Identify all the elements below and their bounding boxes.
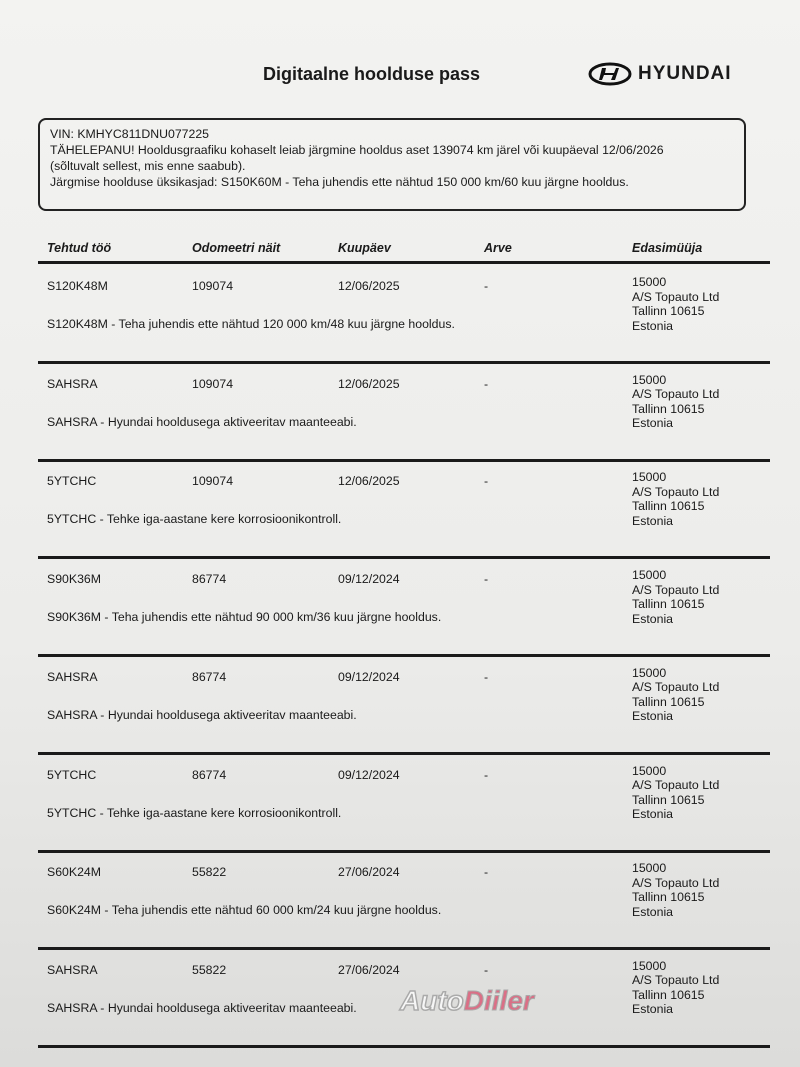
invoice: - — [484, 767, 489, 782]
odometer: 109074 — [192, 474, 234, 489]
dealer-name: A/S Topauto Ltd — [632, 387, 720, 402]
dealer-country: Estonia — [632, 513, 674, 528]
dealer-code: 15000 — [632, 763, 667, 778]
dealer — [632, 959, 719, 1017]
row-divider — [38, 654, 770, 657]
dealer — [632, 764, 719, 822]
dealer-code: 15000 — [632, 861, 667, 876]
brand-name: HYUNDAI — [638, 63, 732, 84]
dealer-city: Tallinn 10615 — [632, 987, 705, 1002]
col-header-work: Tehtud töö — [47, 241, 112, 255]
odometer: 109074 — [192, 279, 234, 293]
odometer: 55822 — [192, 865, 227, 880]
odometer: 86774 — [192, 767, 227, 782]
date: 09/12/2024 — [338, 669, 400, 684]
dealer-name: A/S Topauto Ltd — [632, 289, 720, 304]
invoice: - — [484, 572, 489, 587]
invoice: - — [484, 279, 489, 293]
hyundai-emblem-icon — [588, 62, 632, 86]
dealer-city: Tallinn 10615 — [632, 890, 705, 905]
autodiiler-watermark — [400, 986, 534, 1016]
dealer-city: Tallinn 10615 — [632, 694, 705, 709]
dealer-country: Estonia — [632, 904, 674, 919]
col-header-invoice: Arve — [484, 241, 512, 255]
work-code: 5YTCHC — [47, 474, 97, 489]
date: 12/06/2025 — [338, 474, 400, 489]
invoice: - — [484, 865, 489, 880]
date: 12/06/2025 — [338, 376, 400, 391]
dealer-country: Estonia — [632, 318, 674, 333]
work-code: S60K24M — [47, 865, 102, 880]
watermark-part-1: Auto — [400, 985, 464, 1016]
odometer: 86774 — [192, 572, 227, 587]
row-divider — [38, 1045, 770, 1048]
work-description: 5YTCHC - Tehke iga-aastane kere korrosioonikontroll. — [47, 805, 342, 820]
hyundai-logo — [588, 62, 732, 86]
dealer-code: 15000 — [632, 958, 667, 973]
date: 12/06/2025 — [338, 279, 400, 293]
dealer — [632, 861, 719, 919]
dealer-country: Estonia — [632, 709, 674, 724]
col-header-date: Kuupäev — [338, 241, 391, 255]
odometer: 55822 — [192, 962, 227, 977]
work-description: SAHSRA - Hyundai hooldusega aktiveeritav maanteeabi. — [47, 414, 357, 429]
dealer-code: 15000 — [632, 275, 667, 289]
vin: VIN: KMHYC811DNU077225 — [50, 127, 210, 141]
odometer: 109074 — [192, 376, 234, 391]
work-description: S60K24M - Teha juhendis ette nähtud 60 000 km/24 kuu järgne hooldus. — [47, 903, 442, 918]
dealer-code: 15000 — [632, 568, 667, 583]
invoice: - — [484, 962, 489, 977]
work-code: SAHSRA — [47, 962, 98, 977]
date: 27/06/2024 — [338, 865, 400, 880]
dealer-city: Tallinn 10615 — [632, 304, 705, 318]
row-divider — [38, 459, 770, 462]
watermark-part-2: Diiler — [463, 985, 534, 1016]
date: 09/12/2024 — [338, 572, 400, 587]
row-divider — [38, 947, 770, 950]
dealer — [632, 373, 719, 431]
header-divider — [38, 261, 770, 264]
invoice: - — [484, 376, 489, 391]
service-notice: TÄHELEPANU! Hooldusgraafiku kohaselt leiab järgmine hooldus aset 139074 km järel või kuupäeval 12/06/2026 — [50, 143, 664, 157]
work-description: SAHSRA - Hyundai hooldusega aktiveeritav maanteeabi. — [47, 707, 357, 722]
vehicle-info-box — [38, 118, 746, 211]
dealer-country: Estonia — [632, 416, 674, 431]
work-description: S90K36M - Teha juhendis ette nähtud 90 000 km/36 kuu järgne hooldus. — [47, 610, 442, 625]
next-service: Järgmise hoolduse üksikasjad: S150K60M - Teha juhendis ette nähtud 150 000 km/60 kuu järgne hooldus. — [50, 175, 629, 189]
invoice: - — [484, 669, 489, 684]
dealer-name: A/S Topauto Ltd — [632, 875, 720, 890]
col-header-odometer: Odomeetri näit — [192, 241, 281, 255]
date: 09/12/2024 — [338, 767, 400, 782]
dealer-city: Tallinn 10615 — [632, 401, 705, 416]
work-code: S90K36M — [47, 572, 102, 587]
work-code: SAHSRA — [47, 669, 98, 684]
work-code: SAHSRA — [47, 376, 98, 391]
dealer-code: 15000 — [632, 470, 667, 485]
dealer-name: A/S Topauto Ltd — [632, 484, 720, 499]
col-header-dealer: Edasimüüja — [632, 241, 703, 255]
page-title: Digitaalne hoolduse pass — [263, 64, 481, 84]
invoice: - — [484, 474, 489, 489]
dealer-name: A/S Topauto Ltd — [632, 778, 720, 792]
dealer — [632, 275, 719, 333]
dealer-city: Tallinn 10615 — [632, 499, 705, 514]
work-description: S120K48M - Teha juhendis ette nähtud 120 000 km/48 kuu järgne hooldus. — [47, 317, 455, 331]
dealer — [632, 568, 719, 626]
service-notice-cont: (sõltuvalt sellest, mis enne saabub). — [50, 159, 246, 173]
dealer-code: 15000 — [632, 372, 667, 387]
dealer-country: Estonia — [632, 807, 674, 821]
dealer-name: A/S Topauto Ltd — [632, 680, 720, 695]
row-divider — [38, 752, 770, 755]
dealer-city: Tallinn 10615 — [632, 597, 705, 612]
dealer-name: A/S Topauto Ltd — [632, 582, 720, 597]
row-divider — [38, 361, 770, 364]
odometer: 86774 — [192, 669, 227, 684]
dealer-country: Estonia — [632, 611, 674, 626]
dealer — [632, 666, 719, 724]
work-description: SAHSRA - Hyundai hooldusega aktiveeritav maanteeabi. — [47, 1000, 357, 1015]
work-code: S120K48M — [47, 279, 108, 293]
dealer — [632, 470, 719, 528]
dealer-name: A/S Topauto Ltd — [632, 973, 720, 988]
dealer-country: Estonia — [632, 1002, 674, 1017]
row-divider — [38, 850, 770, 853]
row-divider — [38, 556, 770, 559]
dealer-code: 15000 — [632, 665, 667, 680]
work-code: 5YTCHC — [47, 767, 97, 782]
work-description: 5YTCHC - Tehke iga-aastane kere korrosioonikontroll. — [47, 512, 342, 527]
date: 27/06/2024 — [338, 962, 400, 977]
dealer-city: Tallinn 10615 — [632, 792, 705, 807]
